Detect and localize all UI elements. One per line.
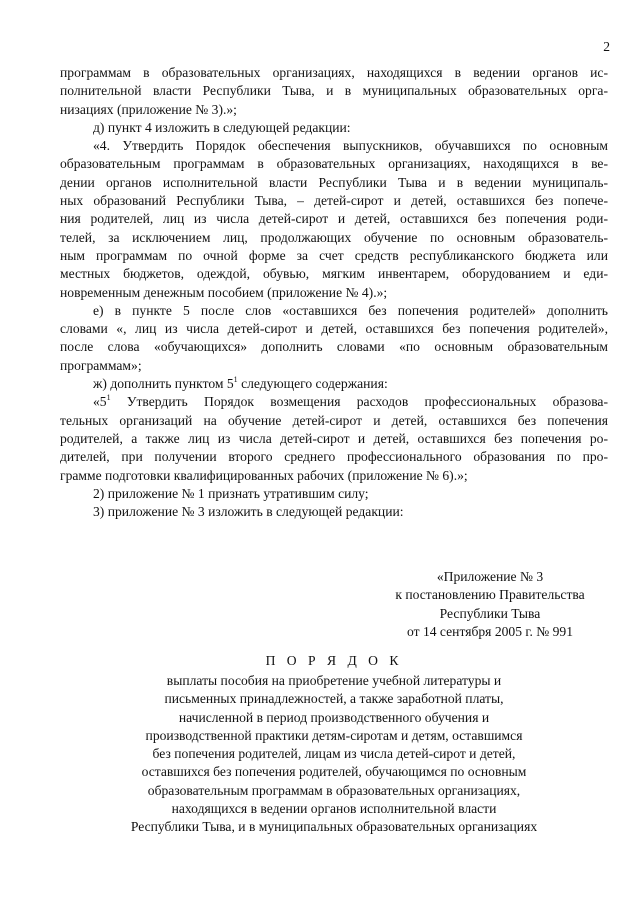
body-line: дителей, при получении второго среднего профессионального образования по про- bbox=[60, 449, 608, 465]
order-line: Республики Тыва, и в муниципальных образовательных организациях bbox=[130, 819, 538, 835]
body-line-zh bbox=[60, 375, 608, 393]
zh-text-before: ж) дополнить пунктом 5 bbox=[93, 376, 234, 392]
body-line: «4. Утвердить Порядок обеспечения выпускников, обучавшихся по основным bbox=[93, 138, 608, 154]
body-line: родителей, а также лиц из числа детей-сирот и детей, оставшихся без попечения ро- bbox=[60, 430, 608, 446]
appendix-line: Республики Тыва bbox=[439, 605, 541, 621]
p51-superscript: 1 bbox=[106, 393, 111, 403]
body-line: дении органов исполнительной власти Республики Тыва и в ведении муниципаль- bbox=[60, 174, 608, 190]
p51-text-after: Утвердить Порядок возмещения расходов профессиональных образова- bbox=[110, 394, 608, 410]
body-line: е) в пункте 5 после слов «оставшихся без попечения родителей» дополнить bbox=[93, 302, 608, 318]
body-line: 3) приложение № 3 изложить в следующей редакции: bbox=[93, 504, 404, 520]
order-line: письменных принадлежностей, а также заработной платы, bbox=[164, 691, 504, 707]
body-line: грамме подготовки квалифицированных рабочих (приложение № 6).»; bbox=[60, 467, 468, 483]
body-line: образовательным программам в образовательных организациях, находящихся в ве- bbox=[60, 156, 608, 172]
p51-text-before: «5 bbox=[93, 394, 107, 410]
body-line: ным программам по очной форме за счет средств республиканского бюджета или bbox=[60, 247, 608, 263]
order-line: без попечения родителей, лицам из числа детей-сирот и детей, bbox=[152, 746, 516, 762]
order-line: находящихся в ведении органов исполнительной власти bbox=[171, 801, 497, 817]
body-line: 2) приложение № 1 признать утратившим силу; bbox=[93, 485, 369, 501]
zh-text-after: следующего содержания: bbox=[237, 376, 388, 392]
body-line: полнительной власти Республики Тыва, и в муниципальных образовательных орга- bbox=[60, 83, 608, 99]
body-line: ния родителей, лиц из числа детей-сирот и детей, оставшихся без попечения роди- bbox=[60, 211, 608, 227]
appendix-line: от 14 сентября 2005 г. № 991 bbox=[406, 623, 574, 639]
appendix-header bbox=[380, 568, 600, 641]
order-section bbox=[60, 652, 608, 837]
appendix-line: к постановлению Правительства bbox=[395, 587, 585, 603]
body-line: низациях (приложение № 3).»; bbox=[60, 101, 237, 117]
order-title: П О Р Я Д О К bbox=[265, 653, 403, 668]
body-line: телей, за исключением лиц, продолжающих обучение по основным образователь- bbox=[60, 229, 608, 245]
body-line: новременным денежным пособием (приложение № 4).»; bbox=[60, 284, 388, 300]
appendix-line: «Приложение № 3 bbox=[436, 569, 544, 584]
order-line: выплаты пособия на приобретение учебной литературы и bbox=[166, 673, 502, 688]
body-line: местных бюджетов, одеждой, обувью, мягким инвентарем, оборудованием и еди- bbox=[60, 266, 608, 282]
order-line: оставшихся без попечения родителей, обучающимся по основным bbox=[141, 764, 527, 780]
page-number: 2 bbox=[603, 39, 610, 54]
order-line: начисленной в период производственного обучения и bbox=[178, 709, 490, 725]
zh-superscript: 1 bbox=[233, 375, 238, 385]
body-line: д) пункт 4 изложить в следующей редакции: bbox=[93, 119, 351, 135]
body-line: ных образований Республики Тыва, – детей-сирот и детей, оставшихся без попече- bbox=[60, 193, 608, 209]
body-line: программам в образовательных организациях, находящихся в ведении органов ис- bbox=[60, 65, 608, 80]
body-line: программам»; bbox=[60, 357, 142, 373]
body-line-51 bbox=[60, 393, 608, 411]
order-line: производственной практики детям-сиротам и детям, оставшимся bbox=[145, 727, 523, 743]
body-line: после слова «обучающихся» дополнить словами «по основным образовательным bbox=[60, 339, 608, 355]
body-line: тельных организаций на обучение детей-сирот и детей, оставшихся без попечения bbox=[60, 412, 608, 428]
document-body bbox=[60, 64, 608, 521]
body-line: словами «, лиц из числа детей-сирот и детей, оставшихся без попечения родителей», bbox=[60, 321, 608, 337]
order-line: образовательным программам в образовательных организациях, bbox=[147, 782, 521, 798]
